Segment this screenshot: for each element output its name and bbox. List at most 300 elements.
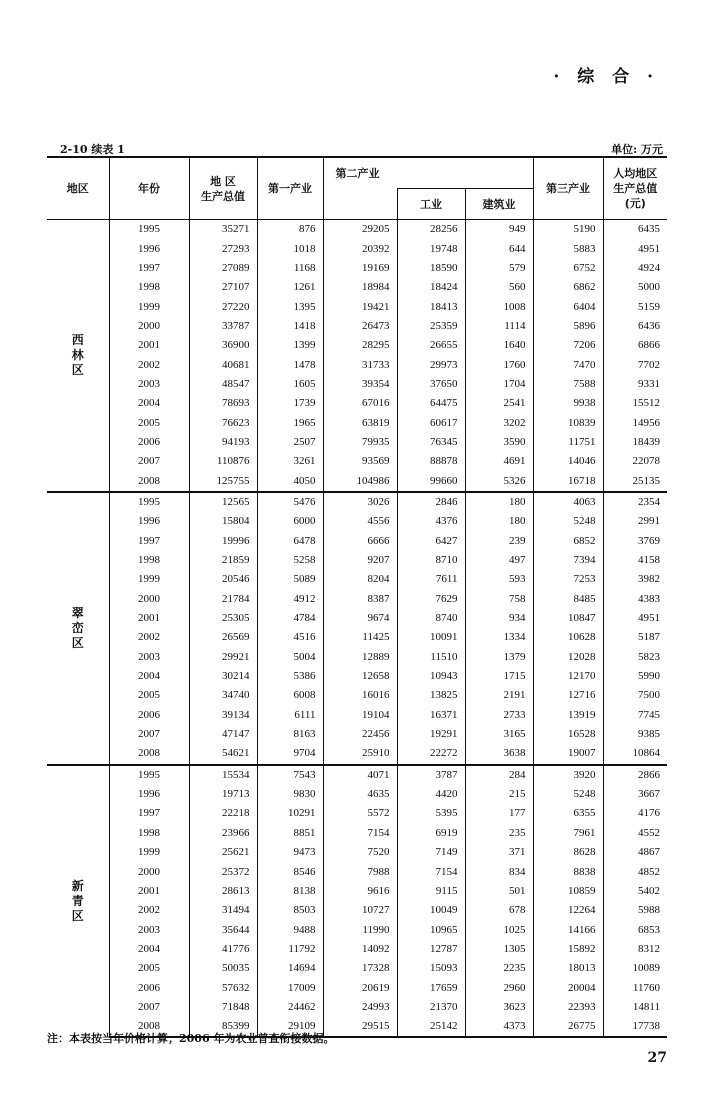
cell-tertiary: 7206: [533, 336, 603, 355]
table-row: [47, 785, 667, 804]
cell-tertiary: 6752: [533, 259, 603, 278]
cell-per-capita: 9385: [638, 728, 660, 741]
cell-industry: 7629: [397, 590, 465, 609]
cell-gdp: 28613: [189, 882, 257, 901]
cell-construction: 235: [465, 824, 533, 843]
cell-gdp: 47147: [189, 725, 257, 744]
cell-gdp: 110876: [189, 452, 257, 471]
cell-construction: 1305: [465, 940, 533, 959]
cell-primary: 6478: [257, 532, 323, 551]
cell-year: 1999: [109, 570, 189, 589]
cell-primary: 8546: [257, 862, 323, 881]
cell-secondary: 8387: [323, 590, 397, 609]
cell-tertiary: 6852: [533, 532, 603, 551]
cell-gdp: 21859: [189, 551, 257, 570]
cell-per-capita: 6866: [638, 339, 660, 352]
table-row: [47, 590, 667, 609]
cell-per-capita: 8312: [638, 942, 660, 955]
cell-tertiary: 11751: [533, 433, 603, 452]
cell-year: 2000: [109, 590, 189, 609]
cell-tertiary: 6862: [533, 278, 603, 297]
cell-secondary: 6666: [323, 532, 397, 551]
cell-industry: 88878: [397, 452, 465, 471]
cell-gdp: 57632: [189, 978, 257, 997]
cell-year: 2004: [109, 667, 189, 686]
cell-per-capita: 3667: [638, 788, 660, 801]
cell-industry: 25142: [397, 1017, 465, 1037]
cell-secondary: 9207: [323, 551, 397, 570]
table-row: [47, 570, 667, 589]
cell-industry: 12787: [397, 940, 465, 959]
cell-tertiary: 5248: [533, 785, 603, 804]
cell-construction: 180: [465, 512, 533, 531]
cell-tertiary: 5248: [533, 512, 603, 531]
cell-industry: 4420: [397, 785, 465, 804]
cell-construction: 1025: [465, 920, 533, 939]
cell-year: 1997: [109, 804, 189, 823]
cell-year: 2008: [109, 1017, 189, 1037]
cell-industry: 7611: [397, 570, 465, 589]
cell-secondary: 29205: [323, 220, 397, 240]
cell-per-capita: 2354: [603, 492, 667, 512]
cell-secondary: 4556: [323, 512, 397, 531]
cell-year: 2007: [109, 725, 189, 744]
cell-per-capita: 10089: [632, 962, 660, 975]
cell-primary: 1261: [257, 278, 323, 297]
table-row: [47, 959, 667, 978]
cell-industry: 22272: [397, 744, 465, 764]
cell-primary: 5258: [257, 551, 323, 570]
cell-tertiary: 7470: [533, 355, 603, 374]
cell-industry: 10049: [397, 901, 465, 920]
cell-primary: 8851: [257, 824, 323, 843]
table-row: [47, 512, 667, 531]
cell-primary: 5004: [257, 648, 323, 667]
cell-industry: 11510: [397, 648, 465, 667]
cell-industry: 29973: [397, 355, 465, 374]
cell-primary: 11792: [257, 940, 323, 959]
cell-construction: 934: [465, 609, 533, 628]
cell-primary: 17009: [257, 978, 323, 997]
cell-industry: 8740: [397, 609, 465, 628]
table-id: 2-10 续表 1: [60, 143, 125, 156]
table-row: [47, 297, 667, 316]
cell-secondary: 12658: [323, 667, 397, 686]
cell-per-capita: 2866: [603, 765, 667, 785]
cell-tertiary: 12170: [533, 667, 603, 686]
cell-per-capita: 22078: [632, 455, 660, 468]
cell-construction: 3590: [465, 433, 533, 452]
cell-per-capita: 18439: [632, 435, 660, 448]
cell-construction: 3165: [465, 725, 533, 744]
cell-primary: 7543: [257, 765, 323, 785]
cell-industry: 16371: [397, 706, 465, 725]
cell-gdp: 71848: [189, 998, 257, 1017]
table-row: [47, 882, 667, 901]
cell-construction: 2541: [465, 394, 533, 413]
region-label: 西 林 区: [71, 332, 84, 377]
cell-secondary: 67016: [323, 394, 397, 413]
cell-gdp: 25305: [189, 609, 257, 628]
cell-construction: 371: [465, 843, 533, 862]
table-row: [47, 804, 667, 823]
cell-gdp: 27107: [189, 278, 257, 297]
cell-construction: 5326: [465, 471, 533, 491]
region-label: 翠 峦 区: [71, 605, 84, 650]
cell-industry: 18424: [397, 278, 465, 297]
cell-industry: 7149: [397, 843, 465, 862]
cell-per-capita: 5187: [638, 631, 660, 644]
table-row: [47, 355, 667, 374]
table-row: [47, 317, 667, 336]
cell-year: 2004: [109, 940, 189, 959]
cell-primary: 1739: [257, 394, 323, 413]
cell-primary: 10291: [257, 804, 323, 823]
cell-primary: 1399: [257, 336, 323, 355]
region-name: [47, 220, 109, 492]
cell-tertiary: 7961: [533, 824, 603, 843]
cell-gdp: 20546: [189, 570, 257, 589]
cell-tertiary: 10859: [533, 882, 603, 901]
cell-tertiary: 7394: [533, 551, 603, 570]
cell-industry: 4376: [397, 512, 465, 531]
cell-secondary: 16016: [323, 686, 397, 705]
table-row: [47, 667, 667, 686]
cell-year: 2001: [109, 336, 189, 355]
cell-construction: 1640: [465, 336, 533, 355]
cell-tertiary: 4063: [533, 492, 603, 512]
page-number: 27: [647, 1050, 667, 1066]
cell-tertiary: 13919: [533, 706, 603, 725]
cell-construction: 284: [465, 765, 533, 785]
cell-year: 1997: [109, 259, 189, 278]
cell-construction: 1715: [465, 667, 533, 686]
cell-year: 2006: [109, 706, 189, 725]
cell-primary: 1965: [257, 413, 323, 432]
cell-primary: 4912: [257, 590, 323, 609]
cell-secondary: 10727: [323, 901, 397, 920]
cell-secondary: 11990: [323, 920, 397, 939]
cell-secondary: 31733: [323, 355, 397, 374]
cell-primary: 8163: [257, 725, 323, 744]
cell-gdp: 15804: [189, 512, 257, 531]
cell-industry: 19748: [397, 239, 465, 258]
cell-gdp: 33787: [189, 317, 257, 336]
cell-industry: 2846: [397, 492, 465, 512]
cell-gdp: 22218: [189, 804, 257, 823]
cell-year: 2007: [109, 452, 189, 471]
cell-year: 2005: [109, 959, 189, 978]
cell-tertiary: 6404: [533, 297, 603, 316]
cell-industry: 10943: [397, 667, 465, 686]
cell-industry: 6427: [397, 532, 465, 551]
cell-primary: 9473: [257, 843, 323, 862]
data-table: [47, 156, 667, 1038]
cell-construction: 215: [465, 785, 533, 804]
cell-tertiary: 5883: [533, 239, 603, 258]
cell-construction: 678: [465, 901, 533, 920]
cell-gdp: 26569: [189, 628, 257, 647]
col-header-year: 年份: [109, 157, 189, 220]
cell-gdp: 36900: [189, 336, 257, 355]
table-row: [47, 220, 667, 240]
cell-per-capita: 17738: [603, 1017, 667, 1037]
cell-year: 2005: [109, 686, 189, 705]
cell-industry: 17659: [397, 978, 465, 997]
cell-primary: 1395: [257, 297, 323, 316]
cell-per-capita: 6435: [638, 223, 660, 236]
cell-gdp: 25372: [189, 862, 257, 881]
cell-primary: 5476: [257, 492, 323, 512]
cell-tertiary: 8838: [533, 862, 603, 881]
table-row: [47, 413, 667, 432]
cell-construction: 2191: [465, 686, 533, 705]
table-row: [47, 259, 667, 278]
cell-gdp: 39134: [189, 706, 257, 725]
unit-label: 单位: 万元: [611, 143, 663, 156]
cell-gdp: 30214: [189, 667, 257, 686]
cell-secondary: 14092: [323, 940, 397, 959]
cell-tertiary: 12264: [533, 901, 603, 920]
cell-gdp: 12565: [189, 492, 257, 512]
table-row: [47, 920, 667, 939]
cell-primary: 6008: [257, 686, 323, 705]
cell-gdp: 19996: [189, 532, 257, 551]
cell-tertiary: 22393: [533, 998, 603, 1017]
cell-secondary: 5572: [323, 804, 397, 823]
table-row: [47, 725, 667, 744]
cell-construction: 758: [465, 590, 533, 609]
cell-secondary: 25910: [323, 744, 397, 764]
col-header-per-capita: 人均地区 生产总值 (元): [603, 157, 667, 220]
cell-year: 1998: [109, 278, 189, 297]
cell-year: 2002: [109, 355, 189, 374]
cell-secondary: 7520: [323, 843, 397, 862]
cell-year: 1996: [109, 239, 189, 258]
cell-secondary: 26473: [323, 317, 397, 336]
cell-per-capita: 7500: [638, 689, 660, 702]
cell-per-capita: 4552: [638, 826, 660, 839]
cell-primary: 1168: [257, 259, 323, 278]
cell-primary: 6000: [257, 512, 323, 531]
cell-primary: 8138: [257, 882, 323, 901]
cell-industry: 15093: [397, 959, 465, 978]
cell-industry: 21370: [397, 998, 465, 1017]
cell-construction: 497: [465, 551, 533, 570]
table-row: [47, 978, 667, 997]
cell-gdp: 19713: [189, 785, 257, 804]
cell-tertiary: 14166: [533, 920, 603, 939]
cell-industry: 76345: [397, 433, 465, 452]
table-row: [47, 452, 667, 471]
cell-construction: 2960: [465, 978, 533, 997]
cell-gdp: 35271: [189, 220, 257, 240]
cell-construction: 180: [465, 492, 533, 512]
cell-primary: 14694: [257, 959, 323, 978]
cell-primary: 6111: [257, 706, 323, 725]
cell-tertiary: 6355: [533, 804, 603, 823]
cell-gdp: 125755: [189, 471, 257, 491]
cell-construction: 4691: [465, 452, 533, 471]
cell-construction: 2733: [465, 706, 533, 725]
cell-year: 1996: [109, 785, 189, 804]
cell-primary: 9830: [257, 785, 323, 804]
cell-industry: 99660: [397, 471, 465, 491]
cell-year: 2008: [109, 471, 189, 491]
cell-secondary: 29515: [323, 1017, 397, 1037]
cell-year: 2004: [109, 394, 189, 413]
cell-tertiary: 16528: [533, 725, 603, 744]
cell-primary: 9704: [257, 744, 323, 764]
cell-secondary: 20392: [323, 239, 397, 258]
cell-primary: 4516: [257, 628, 323, 647]
cell-year: 2002: [109, 628, 189, 647]
cell-construction: 2235: [465, 959, 533, 978]
table-row: [47, 492, 667, 512]
cell-tertiary: 9938: [533, 394, 603, 413]
cell-gdp: 27220: [189, 297, 257, 316]
table-row: [47, 686, 667, 705]
cell-industry: 28256: [397, 220, 465, 240]
cell-construction: 949: [465, 220, 533, 240]
cell-per-capita: 3982: [638, 573, 660, 586]
cell-industry: 37650: [397, 375, 465, 394]
cell-gdp: 21784: [189, 590, 257, 609]
table-row: [47, 744, 667, 764]
cell-construction: 560: [465, 278, 533, 297]
cell-per-capita: 4951: [638, 242, 660, 255]
cell-gdp: 41776: [189, 940, 257, 959]
cell-industry: 13825: [397, 686, 465, 705]
cell-secondary: 22456: [323, 725, 397, 744]
table-row: [47, 862, 667, 881]
cell-year: 1999: [109, 843, 189, 862]
cell-year: 1997: [109, 532, 189, 551]
cell-per-capita: 4867: [638, 846, 660, 859]
cell-per-capita: 4951: [638, 612, 660, 625]
cell-secondary: 9674: [323, 609, 397, 628]
col-header-construction: 建筑业: [465, 189, 533, 220]
cell-year: 1998: [109, 824, 189, 843]
cell-construction: 177: [465, 804, 533, 823]
cell-construction: 1379: [465, 648, 533, 667]
cell-construction: 644: [465, 239, 533, 258]
cell-industry: 10965: [397, 920, 465, 939]
cell-per-capita: 5988: [638, 904, 660, 917]
cell-secondary: 39354: [323, 375, 397, 394]
cell-construction: 3202: [465, 413, 533, 432]
cell-industry: 26655: [397, 336, 465, 355]
cell-per-capita: 14811: [632, 1000, 660, 1013]
cell-gdp: 29921: [189, 648, 257, 667]
cell-tertiary: 16718: [533, 471, 603, 491]
table-row: [47, 901, 667, 920]
cell-secondary: 7988: [323, 862, 397, 881]
cell-per-capita: 25135: [632, 474, 660, 487]
cell-tertiary: 5896: [533, 317, 603, 336]
cell-secondary: 7154: [323, 824, 397, 843]
cell-primary: 1478: [257, 355, 323, 374]
cell-primary: 876: [257, 220, 323, 240]
cell-secondary: 9616: [323, 882, 397, 901]
cell-construction: 3638: [465, 744, 533, 764]
cell-gdp: 23966: [189, 824, 257, 843]
cell-tertiary: 18013: [533, 959, 603, 978]
cell-per-capita: 5823: [638, 650, 660, 663]
col-header-primary: 第一产业: [257, 157, 323, 220]
cell-tertiary: 12028: [533, 648, 603, 667]
table-row: [47, 551, 667, 570]
cell-tertiary: 10847: [533, 609, 603, 628]
cell-year: 2003: [109, 648, 189, 667]
cell-year: 2006: [109, 978, 189, 997]
cell-tertiary: 15892: [533, 940, 603, 959]
cell-secondary: 19421: [323, 297, 397, 316]
region-name: [47, 492, 109, 765]
cell-industry: 64475: [397, 394, 465, 413]
cell-year: 2000: [109, 862, 189, 881]
cell-primary: 8503: [257, 901, 323, 920]
cell-construction: 579: [465, 259, 533, 278]
cell-tertiary: 5190: [533, 220, 603, 240]
cell-construction: 1760: [465, 355, 533, 374]
cell-primary: 4784: [257, 609, 323, 628]
cell-tertiary: 7588: [533, 375, 603, 394]
col-header-secondary: 第二产业: [323, 157, 533, 189]
cell-secondary: 12889: [323, 648, 397, 667]
cell-industry: 7154: [397, 862, 465, 881]
cell-industry: 18590: [397, 259, 465, 278]
cell-per-capita: 15512: [632, 397, 660, 410]
table-row: [47, 706, 667, 725]
cell-tertiary: 8485: [533, 590, 603, 609]
cell-year: 1999: [109, 297, 189, 316]
cell-year: 1995: [109, 765, 189, 785]
cell-per-capita: 6853: [638, 923, 660, 936]
table-row: [47, 471, 667, 491]
cell-primary: 24462: [257, 998, 323, 1017]
cell-construction: 1008: [465, 297, 533, 316]
cell-tertiary: 3920: [533, 765, 603, 785]
cell-gdp: 34740: [189, 686, 257, 705]
cell-per-capita: 2991: [638, 515, 660, 528]
cell-gdp: 25621: [189, 843, 257, 862]
cell-year: 2005: [109, 413, 189, 432]
cell-construction: 3623: [465, 998, 533, 1017]
cell-secondary: 24993: [323, 998, 397, 1017]
cell-year: 1995: [109, 492, 189, 512]
cell-primary: 9488: [257, 920, 323, 939]
cell-year: 2001: [109, 882, 189, 901]
table-row: [47, 940, 667, 959]
cell-primary: 1418: [257, 317, 323, 336]
cell-year: 2007: [109, 998, 189, 1017]
cell-construction: 501: [465, 882, 533, 901]
table-row: [47, 375, 667, 394]
cell-secondary: 17328: [323, 959, 397, 978]
cell-gdp: 40681: [189, 355, 257, 374]
cell-gdp: 35644: [189, 920, 257, 939]
cell-gdp: 78693: [189, 394, 257, 413]
cell-industry: 3787: [397, 765, 465, 785]
cell-gdp: 27089: [189, 259, 257, 278]
cell-year: 1995: [109, 220, 189, 240]
cell-industry: 5395: [397, 804, 465, 823]
section-header: · 综 合 ·: [553, 67, 659, 87]
table-row: [47, 824, 667, 843]
col-header-industry: 工业: [397, 189, 465, 220]
cell-tertiary: 12716: [533, 686, 603, 705]
